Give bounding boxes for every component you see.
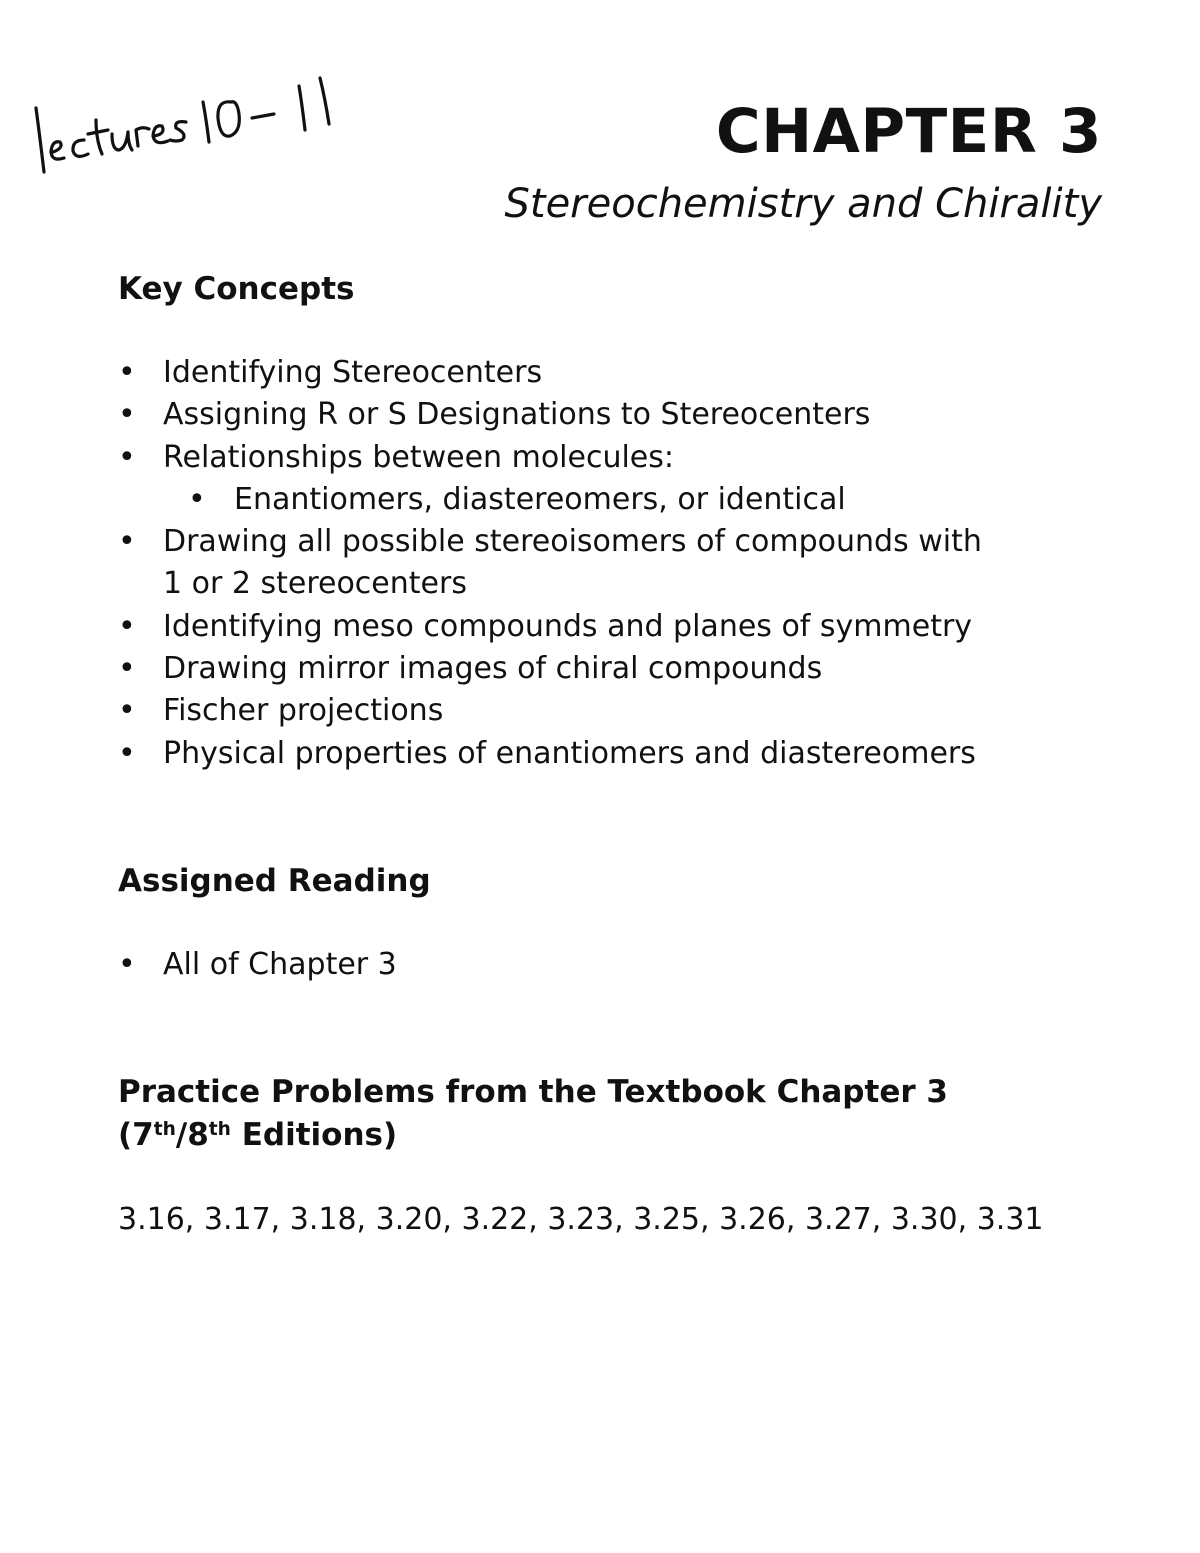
list-subitem: • Enantiomers, diastereomers, or identical (118, 479, 982, 521)
assigned-reading-list (118, 944, 397, 986)
editions-open: (7 (118, 1117, 154, 1153)
practice-problem-numbers: 3.16, 3.17, 3.18, 3.20, 3.22, 3.23, 3.25, 3.26, 3.27, 3.30, 3.31 (118, 1202, 1044, 1237)
handwritten-note-lectures-10-11 (22, 48, 362, 188)
key-concepts-list (118, 352, 982, 775)
editions-mid: /8 (175, 1117, 209, 1153)
list-item: • Identifying meso compounds and planes of symmetry (118, 606, 982, 648)
practice-problems-heading-line1: Practice Problems from the Textbook Chapter 3 (118, 1074, 948, 1110)
superscript-th: th (153, 1118, 176, 1140)
list-item: • Drawing mirror images of chiral compounds (118, 648, 982, 690)
list-item: • Identifying Stereocenters (118, 352, 982, 394)
list-item: • Assigning R or S Designations to Stereocenters (118, 394, 982, 436)
superscript-th: th (208, 1118, 231, 1140)
list-item-continuation: 1 or 2 stereocenters (163, 566, 467, 602)
editions-close: Editions) (230, 1117, 398, 1153)
key-concepts-heading: Key Concepts (118, 271, 355, 307)
list-item: • Fischer projections (118, 690, 982, 732)
practice-problems-heading (118, 1071, 948, 1157)
list-item: • All of Chapter 3 (118, 944, 397, 986)
chapter-subtitle: Stereochemistry and Chirality (504, 181, 1102, 227)
chapter-title: CHAPTER 3 (715, 96, 1102, 167)
assigned-reading-heading: Assigned Reading (118, 863, 431, 899)
list-item: • Physical properties of enantiomers and diastereomers (118, 733, 982, 775)
list-item: • Relationships between molecules: (118, 437, 982, 479)
list-item: • Drawing all possible stereoisomers of compounds with (118, 521, 982, 563)
